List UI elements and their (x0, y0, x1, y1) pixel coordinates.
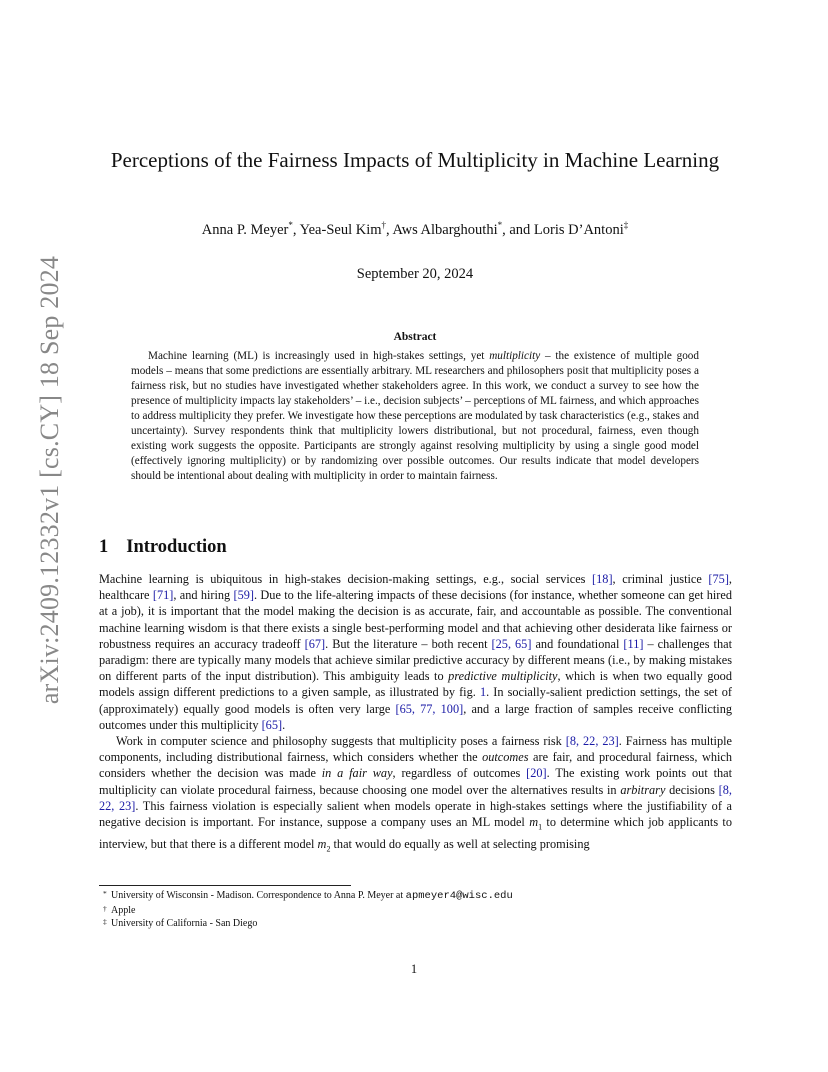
author-name: Yea-Seul Kim (299, 222, 382, 238)
citation-link[interactable]: [59] (233, 588, 255, 603)
section-heading (99, 537, 227, 558)
abstract-text: Machine learning (ML) is increasingly used in high-stakes settings, yet (148, 350, 490, 362)
citation-link[interactable]: [20] (526, 766, 547, 781)
text-run: that would do equally as well at selecting promising (330, 836, 590, 851)
text-run: and foundational (531, 636, 624, 651)
paper-title: Perceptions of the Fairness Impacts of Multiplicity in Machine Learning (110, 148, 720, 172)
page-number: 1 (410, 962, 418, 976)
emphasis-text: outcomes (482, 750, 529, 765)
math-symbol: m (317, 836, 327, 851)
math-subscript: 1 (538, 822, 543, 832)
citation-link[interactable]: [65, 77, 100] (395, 701, 464, 716)
abstract-emphasis: multiplicity (489, 350, 541, 362)
text-run: , and a large fraction of samples receive conflicting outcomes under this multiplicity (99, 701, 732, 732)
text-run: . But the literature – both recent (325, 636, 492, 651)
footnote-divider (99, 885, 351, 886)
citation-link[interactable]: [8, 22, 23] (99, 782, 732, 813)
text-run: . Fairness has multiple components, including distributional fairness, which considers whether the (99, 734, 733, 765)
citation-link[interactable]: [67] (304, 636, 326, 651)
paragraph (99, 571, 732, 733)
abstract-heading: Abstract (393, 331, 437, 343)
email-link[interactable]: apmeyer4@wisc.edu (405, 890, 513, 902)
text-run: , criminal justice (612, 572, 709, 586)
author-affiliation-mark: ‡ (623, 220, 629, 230)
author-affiliation-mark: * (288, 220, 293, 230)
emphasis-text: predictive multiplicity (448, 669, 558, 684)
footnote (103, 917, 731, 931)
text-run: decisions (665, 782, 719, 797)
emphasis-text: in a fair way (321, 766, 393, 781)
author-name: Anna P. Meyer (201, 222, 289, 238)
text-run: Machine learning is ubiquitous in high-stakes decision-making settings, e.g., social services (99, 572, 593, 586)
abstract-text: – the existence of multiple good models – means that some predictions are essentially arbitrary. ML researchers and philosophers posit that multiplicity poses a fairness risk, but no studies have investigated whether stakeholders agree. In this work, we conduct a survey to see how the presence of multiplicity impacts lay stakeholders’ – i.e., decision subjects’ – perceptions of ML fairness, and which approaches to address multiplicity they prefer. We investigate how these perceptions are modulated by task characteristics (e.g., stakes and uncertainty). Survey respondents think that multiplicity lowers distributional, but not procedural, fairness, even though existing work suggests the opposite. Participants are strongly against resolving multiplicity by using a single good model (effectively ignoring multiplicity) or by randomizing over possible outcomes. Our results indicate that model developers should be intentional about dealing with multiplicity in order to maintain fairness. (131, 350, 700, 482)
arxiv-identifier-stamp: arXiv:2409.12332v1 [cs.CY] 18 Sep 2024 (35, 255, 64, 705)
citation-link[interactable]: [11] (623, 636, 644, 651)
author-name: Aws Albarghouthi (392, 222, 498, 238)
footnote-text: University of Wisconsin - Madison. Correspondence to Anna P. Meyer at (111, 890, 406, 901)
text-run: . Due to the life-altering impacts of these decisions (for instance, whether someone can get hired at a job), it is important that the model making the decision is as accurate, fair, and accountable as possible. The conventional machine learning wisdom is that there exists a single best-performing model and that achieving other desiderata like fairness or robustness requires an accuracy tradeoff (99, 588, 732, 651)
citation-link[interactable]: [8, 22, 23] (565, 734, 619, 749)
math-symbol: m (529, 815, 539, 830)
text-run: to determine which job applicants to interview, but that there is a different model (99, 815, 733, 851)
text-run: . (282, 717, 286, 732)
footnote-text: Apple (111, 904, 136, 916)
figure-link[interactable]: 1 (479, 685, 487, 700)
citation-link[interactable]: [65] (261, 717, 283, 732)
text-run: Work in computer science and philosophy suggests that multiplicity poses a fairness risk (116, 734, 566, 749)
author-list: Anna P. Meyer*, Yea-Seul Kim†, Aws Albarghouthi*, and Loris D’Antoni‡ (201, 220, 629, 238)
paragraph (99, 733, 732, 857)
text-run: , regardless of outcomes (392, 766, 527, 781)
citation-link[interactable]: [18] (592, 572, 613, 586)
footnote-mark: * (103, 889, 107, 898)
citation-link[interactable]: [71] (152, 588, 174, 603)
citation-link[interactable]: [25, 65] (491, 636, 532, 651)
text-run: , which is when two equally good models assign different predictions to a given sample, as illustrated by fig. (99, 669, 732, 700)
abstract-body (131, 349, 699, 484)
text-run: , healthcare (99, 572, 732, 603)
author-affiliation-mark: * (497, 220, 503, 230)
introduction-body (99, 571, 732, 857)
footnote-mark: † (103, 903, 107, 913)
footnote (103, 903, 731, 918)
footnote (103, 889, 731, 904)
text-run: . The existing work points out that multiplicity can violate procedural fairness, because choosing one model over the alternatives results in (99, 766, 733, 797)
footnote-text: University of California - San Diego (111, 918, 258, 929)
text-run: , and hiring (173, 588, 234, 603)
math-subscript: 2 (326, 844, 331, 854)
text-run: . This fairness violation is especially salient when models operate in high-stakes settings where the justifiability of a negative decision is important. For instance, suppose a company uses an ML model (99, 798, 732, 830)
author-name: Loris D’Antoni (533, 222, 624, 238)
footnotes (103, 889, 731, 931)
text-run: . In socially-salient prediction settings, the set of (approximately) equally good models is often very large (99, 685, 732, 716)
citation-link[interactable]: [75] (708, 572, 729, 586)
text-run: are fair, and procedural fairness, which considers whether the decision was made (99, 750, 732, 781)
author-affiliation-mark: † (381, 220, 386, 230)
section-number: 1 (99, 537, 109, 557)
publication-date: September 20, 2024 (356, 266, 474, 282)
text-run: – challenges that paradigm: there are typically many models that achieve similar predictive accuracy by different means (i.e., by making mistakes on different parts of the input distribution). This ambiguity leads to (99, 636, 732, 684)
emphasis-text: arbitrary (620, 782, 666, 797)
section-title: Introduction (126, 537, 227, 557)
footnote-mark: ‡ (103, 917, 107, 926)
